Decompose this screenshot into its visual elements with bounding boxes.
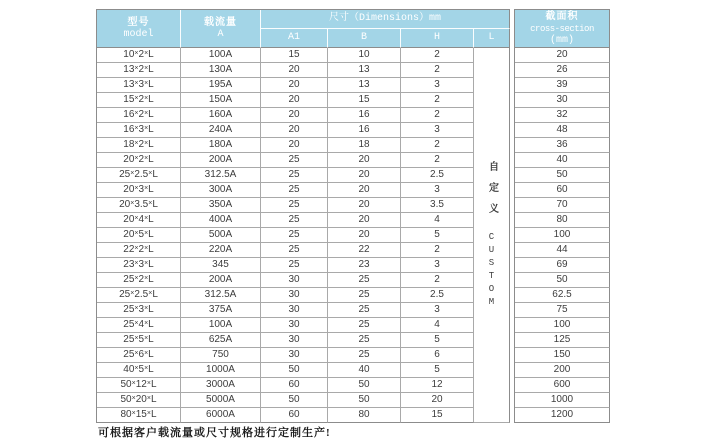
custom-length-en: CUSTOM — [486, 231, 497, 310]
model-cell: 20 × 5 × L — [97, 228, 181, 243]
spec-table-cross-section — [514, 9, 610, 423]
current-cell: 750 — [181, 348, 261, 363]
cross-section-cell: 48 — [515, 123, 610, 138]
header-dimensions-label: 尺寸（Dimensions）mm — [328, 13, 441, 24]
model-cell: 20 × 2 × L — [97, 153, 181, 168]
dim-h-cell: 5 — [401, 333, 474, 348]
dim-b-cell: 50 — [328, 393, 401, 408]
dim-h-cell: 2 — [401, 108, 474, 123]
model-cell: 22 × 2 × L — [97, 243, 181, 258]
model-cell: 50 × 20 × L — [97, 393, 181, 408]
cross-section-cell: 600 — [515, 378, 610, 393]
model-cell: 16 × 3 × L — [97, 123, 181, 138]
cross-section-cell: 70 — [515, 198, 610, 213]
spec-table-main — [96, 9, 510, 423]
dim-h-cell: 15 — [401, 408, 474, 423]
dim-b-cell: 20 — [328, 228, 401, 243]
dim-b-cell: 16 — [328, 123, 401, 138]
dim-b-cell: 25 — [328, 348, 401, 363]
dim-h-cell: 3 — [401, 303, 474, 318]
header-dim-l — [474, 29, 510, 48]
current-cell: 130A — [181, 63, 261, 78]
current-cell: 300A — [181, 183, 261, 198]
cross-section-cell: 40 — [515, 153, 610, 168]
dim-h-cell: 5 — [401, 228, 474, 243]
dim-a1-cell: 25 — [261, 168, 328, 183]
dim-h-cell: 2.5 — [401, 288, 474, 303]
dim-a1-cell: 25 — [261, 213, 328, 228]
dim-h-cell: 3 — [401, 78, 474, 93]
dim-b-cell: 40 — [328, 363, 401, 378]
dim-b-cell: 16 — [328, 108, 401, 123]
dim-a1-cell: 20 — [261, 63, 328, 78]
dim-h-cell: 3 — [401, 258, 474, 273]
cross-section-cell: 75 — [515, 303, 610, 318]
model-cell: 15 × 2 × L — [97, 93, 181, 108]
dim-h-cell: 12 — [401, 378, 474, 393]
model-cell: 13 × 3 × L — [97, 78, 181, 93]
dim-a1-cell: 30 — [261, 318, 328, 333]
header-dimensions — [261, 10, 510, 29]
dim-a1-cell: 30 — [261, 273, 328, 288]
dim-a1-cell: 30 — [261, 333, 328, 348]
dim-h-cell: 20 — [401, 393, 474, 408]
dim-a1-cell: 30 — [261, 303, 328, 318]
dim-b-cell: 20 — [328, 168, 401, 183]
cross-section-cell: 1000 — [515, 393, 610, 408]
model-cell: 25 × 4 × L — [97, 318, 181, 333]
dim-a1-cell: 25 — [261, 198, 328, 213]
cross-section-cell: 36 — [515, 138, 610, 153]
model-cell: 18 × 2 × L — [97, 138, 181, 153]
cross-section-cell: 39 — [515, 78, 610, 93]
dim-a1-cell: 50 — [261, 393, 328, 408]
dim-b-cell: 25 — [328, 288, 401, 303]
dim-h-cell: 3 — [401, 123, 474, 138]
header-cross-section — [515, 10, 610, 48]
header-dim-b-label: B — [360, 32, 367, 43]
dim-b-cell: 50 — [328, 378, 401, 393]
model-cell: 25 × 5 × L — [97, 333, 181, 348]
current-cell: 312.5A — [181, 168, 261, 183]
model-cell: 20 × 3.5 × L — [97, 198, 181, 213]
current-cell: 1000A — [181, 363, 261, 378]
cross-section-cell: 30 — [515, 93, 610, 108]
header-current-zh: 载流量 — [204, 16, 237, 28]
dim-b-cell: 20 — [328, 198, 401, 213]
dim-h-cell: 2 — [401, 153, 474, 168]
custom-production-note: 可根据客户载流量或尺寸规格进行定制生产! — [98, 427, 331, 439]
model-cell: 10 × 2 × L — [97, 48, 181, 63]
dim-b-cell: 80 — [328, 408, 401, 423]
model-cell: 50 × 12 × L — [97, 378, 181, 393]
custom-length-merged-cell — [474, 48, 510, 423]
dim-b-cell: 25 — [328, 318, 401, 333]
header-dim-l-label: L — [488, 32, 495, 43]
cross-section-cell: 26 — [515, 63, 610, 78]
current-cell: 150A — [181, 93, 261, 108]
dim-a1-cell: 20 — [261, 78, 328, 93]
cross-section-cell: 80 — [515, 213, 610, 228]
current-cell: 180A — [181, 138, 261, 153]
dim-b-cell: 20 — [328, 183, 401, 198]
current-cell: 200A — [181, 153, 261, 168]
current-cell: 350A — [181, 198, 261, 213]
current-cell: 345 — [181, 258, 261, 273]
dim-b-cell: 23 — [328, 258, 401, 273]
cross-section-cell: 20 — [515, 48, 610, 63]
cross-section-cell: 32 — [515, 108, 610, 123]
dim-b-cell: 22 — [328, 243, 401, 258]
header-cross-en: cross-section — [530, 23, 594, 34]
dim-h-cell: 2 — [401, 48, 474, 63]
dim-a1-cell: 20 — [261, 93, 328, 108]
dim-h-cell: 2 — [401, 273, 474, 288]
cross-section-cell: 150 — [515, 348, 610, 363]
dim-a1-cell: 30 — [261, 348, 328, 363]
dim-b-cell: 18 — [328, 138, 401, 153]
cross-section-cell: 50 — [515, 273, 610, 288]
dim-h-cell: 5 — [401, 363, 474, 378]
current-cell: 200A — [181, 273, 261, 288]
dim-b-cell: 10 — [328, 48, 401, 63]
dim-h-cell: 2 — [401, 138, 474, 153]
model-cell: 25 × 2.5 × L — [97, 168, 181, 183]
model-cell: 80 × 15 × L — [97, 408, 181, 423]
header-model-en: model — [123, 28, 154, 40]
current-cell: 220A — [181, 243, 261, 258]
model-cell: 25 × 2 × L — [97, 273, 181, 288]
cross-section-cell: 100 — [515, 318, 610, 333]
dim-h-cell: 3 — [401, 183, 474, 198]
model-cell: 40 × 5 × L — [97, 363, 181, 378]
header-dim-b — [328, 29, 401, 48]
dim-h-cell: 6 — [401, 348, 474, 363]
current-cell: 312.5A — [181, 288, 261, 303]
dim-a1-cell: 60 — [261, 408, 328, 423]
dim-h-cell: 2 — [401, 93, 474, 108]
current-cell: 195A — [181, 78, 261, 93]
dim-a1-cell: 30 — [261, 288, 328, 303]
dim-b-cell: 25 — [328, 303, 401, 318]
cross-section-cell: 1200 — [515, 408, 610, 423]
cross-section-cell: 100 — [515, 228, 610, 243]
model-cell: 13 × 2 × L — [97, 63, 181, 78]
dim-b-cell: 20 — [328, 153, 401, 168]
header-current-unit: A — [217, 28, 224, 40]
dim-a1-cell: 60 — [261, 378, 328, 393]
cross-section-cell: 44 — [515, 243, 610, 258]
dim-h-cell: 3.5 — [401, 198, 474, 213]
current-cell: 100A — [181, 318, 261, 333]
dim-a1-cell: 25 — [261, 153, 328, 168]
current-cell: 6000A — [181, 408, 261, 423]
header-dim-a1 — [261, 29, 328, 48]
model-cell: 25 × 2.5 × L — [97, 288, 181, 303]
current-cell: 160A — [181, 108, 261, 123]
dim-a1-cell: 25 — [261, 228, 328, 243]
header-dim-a1-label: A1 — [287, 32, 300, 43]
dim-h-cell: 2 — [401, 63, 474, 78]
dim-b-cell: 25 — [328, 333, 401, 348]
dim-h-cell: 4 — [401, 213, 474, 228]
dim-a1-cell: 20 — [261, 108, 328, 123]
cross-section-cell: 69 — [515, 258, 610, 273]
dim-b-cell: 25 — [328, 273, 401, 288]
model-cell: 20 × 3 × L — [97, 183, 181, 198]
cross-section-cell: 60 — [515, 183, 610, 198]
model-cell: 16 × 2 × L — [97, 108, 181, 123]
cross-section-cell: 125 — [515, 333, 610, 348]
current-cell: 240A — [181, 123, 261, 138]
spec-tables — [96, 9, 610, 423]
cross-section-cell: 200 — [515, 363, 610, 378]
dim-h-cell: 4 — [401, 318, 474, 333]
current-cell: 100A — [181, 48, 261, 63]
dim-a1-cell: 25 — [261, 183, 328, 198]
header-cross-unit: (mm) — [549, 34, 574, 46]
header-model-zh: 型号 — [127, 16, 150, 28]
dim-b-cell: 13 — [328, 78, 401, 93]
current-cell: 3000A — [181, 378, 261, 393]
dim-a1-cell: 25 — [261, 258, 328, 273]
current-cell: 400A — [181, 213, 261, 228]
cross-section-cell: 62.5 — [515, 288, 610, 303]
dim-a1-cell: 20 — [261, 138, 328, 153]
header-model — [97, 10, 181, 48]
dim-b-cell: 15 — [328, 93, 401, 108]
dim-b-cell: 13 — [328, 63, 401, 78]
header-dim-h — [401, 29, 474, 48]
current-cell: 5000A — [181, 393, 261, 408]
dim-a1-cell: 15 — [261, 48, 328, 63]
dim-h-cell: 2.5 — [401, 168, 474, 183]
current-cell: 625A — [181, 333, 261, 348]
dim-a1-cell: 20 — [261, 123, 328, 138]
dim-h-cell: 2 — [401, 243, 474, 258]
header-cross-zh: 截面积 — [545, 10, 579, 22]
header-current — [181, 10, 261, 48]
current-cell: 500A — [181, 228, 261, 243]
dim-a1-cell: 50 — [261, 363, 328, 378]
cross-section-cell: 50 — [515, 168, 610, 183]
dim-b-cell: 20 — [328, 213, 401, 228]
model-cell: 23 × 3 × L — [97, 258, 181, 273]
current-cell: 375A — [181, 303, 261, 318]
dim-a1-cell: 25 — [261, 243, 328, 258]
model-cell: 25 × 3 × L — [97, 303, 181, 318]
custom-length-zh: 自定义 — [486, 160, 498, 224]
model-cell: 20 × 4 × L — [97, 213, 181, 228]
header-dim-h-label: H — [433, 32, 440, 43]
model-cell: 25 × 6 × L — [97, 348, 181, 363]
